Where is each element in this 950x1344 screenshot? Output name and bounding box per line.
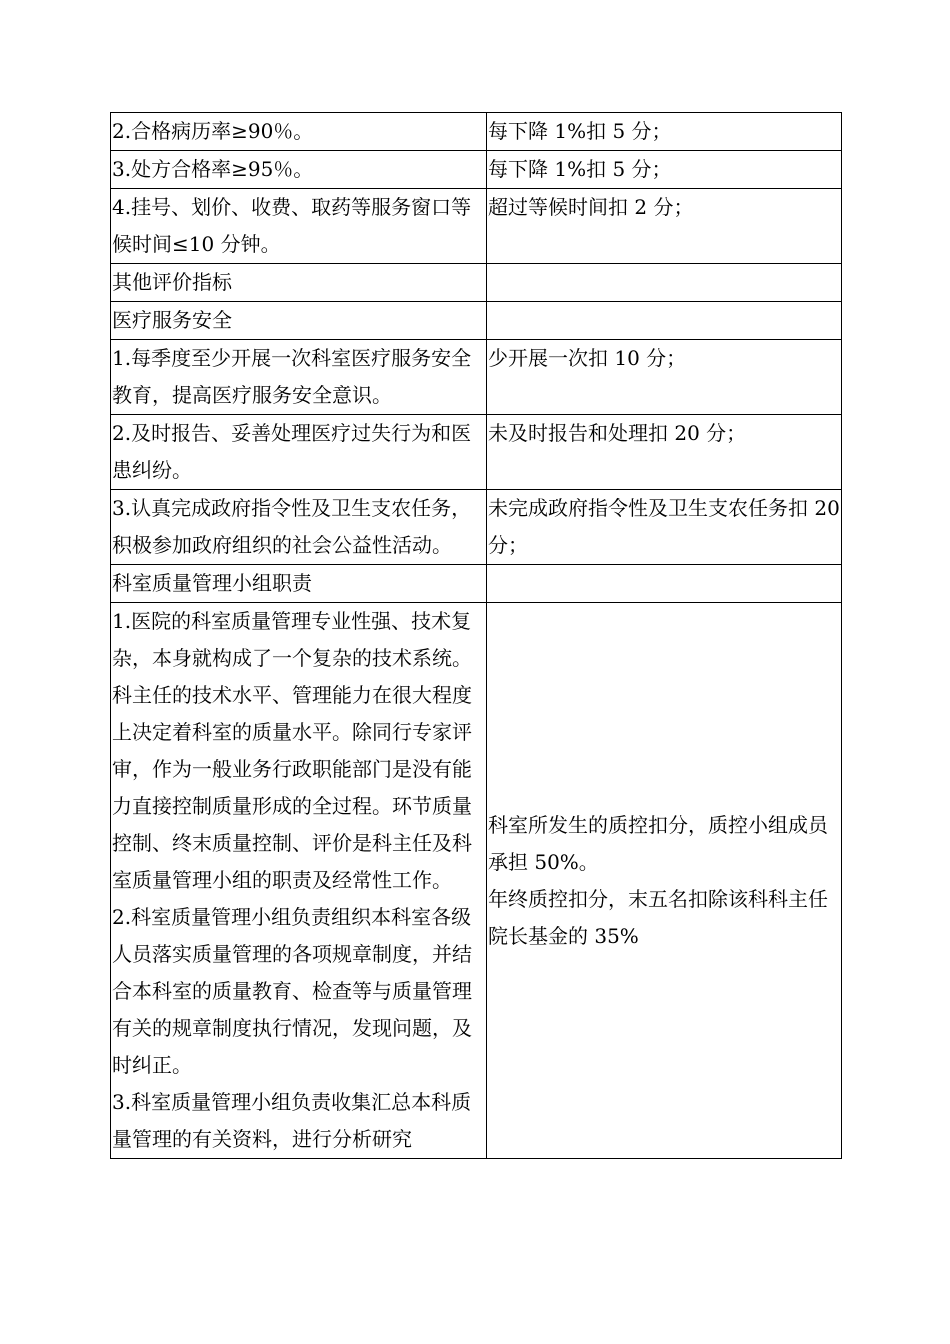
section-heading: 其他评价指标: [112, 270, 232, 294]
table-row: [111, 113, 842, 151]
criteria-text: 1.每季度至少开展一次科室医疗服务安全教育，提高医疗服务安全意识。: [112, 346, 472, 407]
criteria-cell: [111, 151, 487, 189]
deduction-text: 超过等候时间扣 2 分；: [488, 195, 694, 219]
deduction-text: 未完成政府指令性及卫生支农任务扣 20 分；: [488, 496, 847, 557]
table-row: [111, 340, 842, 415]
deduction-cell: [487, 113, 842, 151]
table-row: [111, 264, 842, 302]
section-heading-cell: [111, 264, 487, 302]
empty-cell: [487, 565, 842, 603]
deduction-cell: [487, 340, 842, 415]
deduction-text: 每下降 1%扣 5 分；: [488, 119, 672, 143]
criteria-cell: [111, 113, 487, 151]
table-row: [111, 565, 842, 603]
deduction-cell: [487, 415, 842, 490]
deduction-cell: [487, 151, 842, 189]
deduction-cell: [487, 490, 847, 565]
criteria-cell: [111, 603, 487, 1159]
deduction-cell: [487, 603, 842, 1159]
empty-cell: [487, 264, 842, 302]
criteria-cell: [111, 340, 487, 415]
deduction-text: 每下降 1%扣 5 分；: [488, 157, 672, 181]
section-heading: 医疗服务安全: [112, 308, 232, 332]
deduction-text: 未及时报告和处理扣 20 分；: [488, 421, 747, 445]
deduction-text: 科室所发生的质控扣分，质控小组成员承担 50%。 年终质控扣分，末五名扣除该科科主任院长基金的 35%: [488, 812, 828, 948]
criteria-text: 4.挂号、划价、收费、取药等服务窗口等候时间≤10 分钟。: [112, 195, 472, 256]
table-row: [111, 603, 842, 1159]
empty-cell: [487, 302, 842, 340]
criteria-cell: [111, 189, 487, 264]
table-row: [111, 189, 842, 264]
criteria-text: 2.合格病历率≥90％。: [112, 119, 314, 143]
criteria-text: 1.医院的科室质量管理专业性强、技术复杂，本身就构成了一个复杂的技术系统。科主任的技术水平、管理能力在很大程度上决定着科室的质量水平。除同行专家评审，作为一般业务行政职能部门是没有能力直接控制质量形成的全过程。环节质量控制、终末质量控制、评价是科主任及科室质量管理小组的职责及经常性工作。 2.科室质量管理小组负责组织本科室各级人员落实质量管理的各项规章制度，并结合本科室的质量教育、检查等与质量管理有关的规章制度执行情况，发现问题，及时纠正。 3.科室质量管理小组负责收集汇总本科质量管理的有关资料，进行分析研究: [112, 609, 472, 1151]
criteria-cell: [111, 415, 487, 490]
deduction-text: 少开展一次扣 10 分；: [488, 346, 687, 370]
table-row: [111, 415, 842, 490]
criteria-text: 3.认真完成政府指令性及卫生支农任务，积极参加政府组织的社会公益性活动。: [112, 496, 472, 557]
table-row: [111, 490, 842, 565]
evaluation-table: [110, 112, 847, 1159]
table-row: [111, 302, 842, 340]
deduction-cell: [487, 189, 842, 264]
criteria-text: 3.处方合格率≥95％。: [112, 157, 314, 181]
criteria-text: 2.及时报告、妥善处理医疗过失行为和医患纠纷。: [112, 421, 472, 482]
section-heading-cell: [111, 302, 487, 340]
section-heading: 科室质量管理小组职责: [112, 571, 312, 595]
table-row: [111, 151, 842, 189]
criteria-cell: [111, 490, 487, 565]
section-heading-cell: [111, 565, 487, 603]
